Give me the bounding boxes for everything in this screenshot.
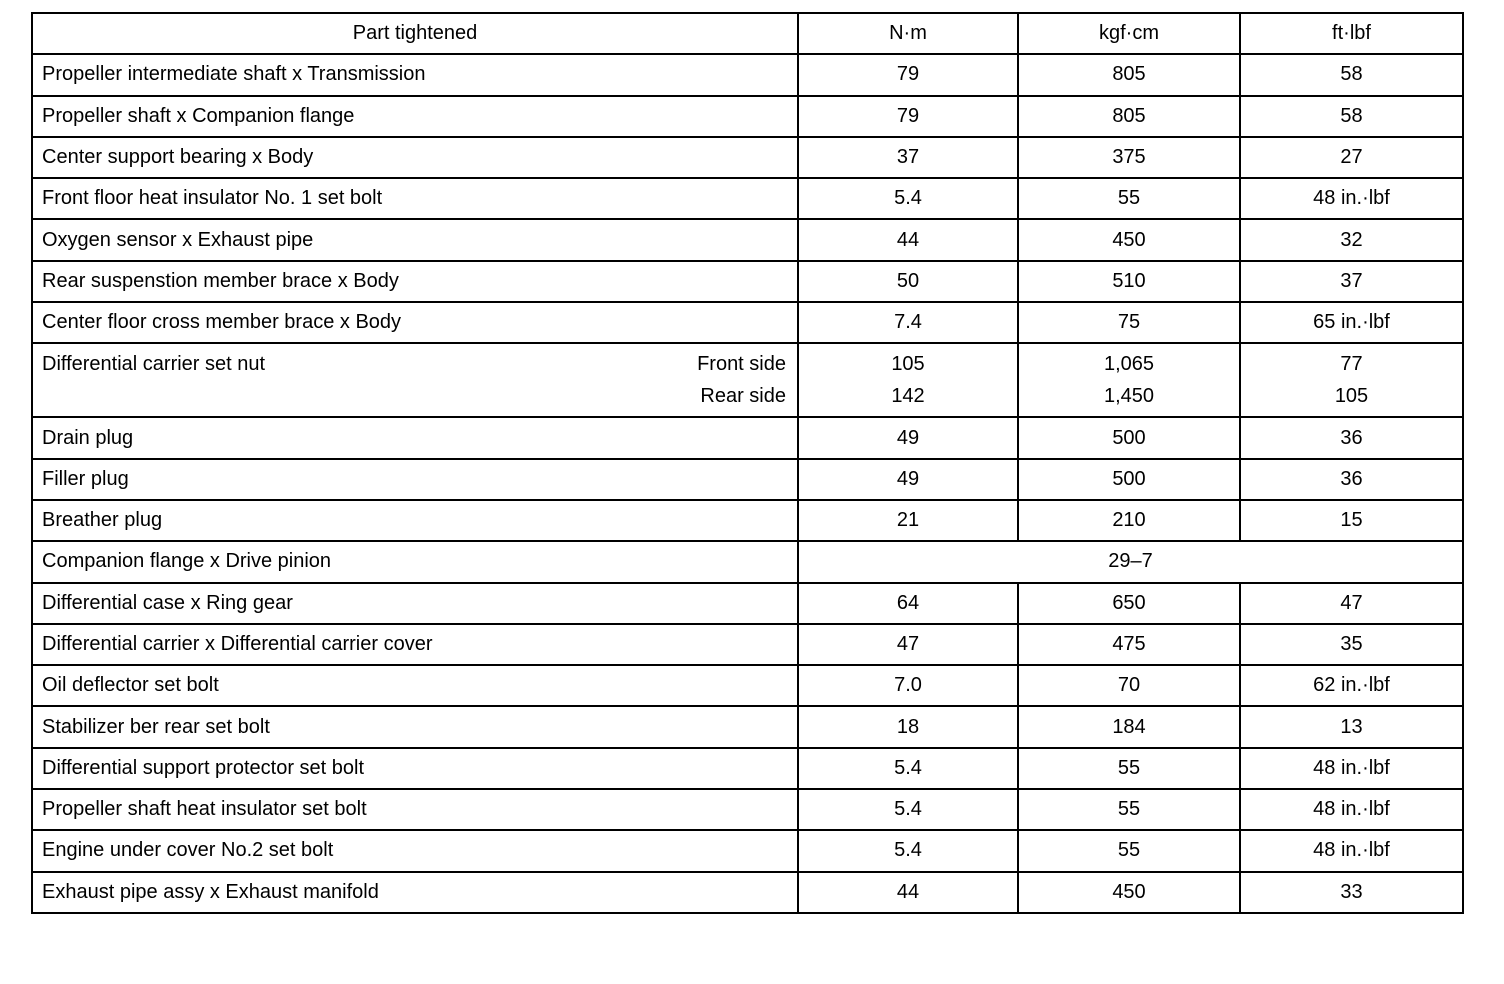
table-row [32, 137, 1463, 178]
ft-cell: 13 [1240, 706, 1463, 747]
kgf-cell: 55 [1018, 830, 1240, 871]
table-row [32, 706, 1463, 747]
nm-cell: 44 [798, 219, 1018, 260]
table-row [32, 178, 1463, 219]
ft-cell: 65 in.·lbf [1240, 302, 1463, 343]
nm-cell: 79 [798, 54, 1018, 95]
nm-cell [798, 343, 1018, 417]
nm-cell: 50 [798, 261, 1018, 302]
part-cell: Filler plug [32, 459, 798, 500]
table-row [32, 789, 1463, 830]
merged-value-cell: 29–7 [798, 541, 1463, 582]
nm-cell: 5.4 [798, 178, 1018, 219]
nm-cell: 5.4 [798, 789, 1018, 830]
ft-cell: 62 in.·lbf [1240, 665, 1463, 706]
table-row [32, 96, 1463, 137]
rear-side-label: Rear side [700, 385, 786, 408]
header-ft-lbf: ft·lbf [1240, 13, 1463, 54]
header-row [32, 13, 1463, 54]
kgf-cell: 805 [1018, 96, 1240, 137]
part-cell: Exhaust pipe assy x Exhaust manifold [32, 872, 798, 913]
kgf-cell: 510 [1018, 261, 1240, 302]
ft-cell: 15 [1240, 500, 1463, 541]
nm-cell: 49 [798, 459, 1018, 500]
part-cell: Stabilizer ber rear set bolt [32, 706, 798, 747]
table-row [32, 665, 1463, 706]
kgf-cell: 500 [1018, 459, 1240, 500]
part-cell: Oxygen sensor x Exhaust pipe [32, 219, 798, 260]
nm-cell: 79 [798, 96, 1018, 137]
table-row [32, 54, 1463, 95]
table-row-differential-carrier [32, 343, 1463, 417]
part-cell: Differential case x Ring gear [32, 583, 798, 624]
part-cell: Differential carrier x Differential carrier cover [32, 624, 798, 665]
nm-cell: 49 [798, 417, 1018, 458]
nm-cell: 18 [798, 706, 1018, 747]
kgf-cell: 650 [1018, 583, 1240, 624]
kgf-cell: 450 [1018, 872, 1240, 913]
ft-cell: 48 in.·lbf [1240, 789, 1463, 830]
ft-cell: 36 [1240, 459, 1463, 500]
table-row [32, 417, 1463, 458]
ft-cell: 58 [1240, 96, 1463, 137]
part-cell [32, 343, 798, 417]
front-ft: 77 [1340, 353, 1363, 376]
kgf-cell: 75 [1018, 302, 1240, 343]
ft-cell: 48 in.·lbf [1240, 748, 1463, 789]
part-cell: Oil deflector set bolt [32, 665, 798, 706]
part-cell: Engine under cover No.2 set bolt [32, 830, 798, 871]
nm-cell: 7.4 [798, 302, 1018, 343]
nm-cell: 47 [798, 624, 1018, 665]
part-cell: Propeller intermediate shaft x Transmission [32, 54, 798, 95]
nm-cell: 5.4 [798, 830, 1018, 871]
nm-cell: 37 [798, 137, 1018, 178]
table-row [32, 261, 1463, 302]
nm-cell: 64 [798, 583, 1018, 624]
nm-cell: 5.4 [798, 748, 1018, 789]
kgf-cell: 805 [1018, 54, 1240, 95]
table-row-companion-flange [32, 541, 1463, 582]
ft-cell: 33 [1240, 872, 1463, 913]
part-cell: Propeller shaft x Companion flange [32, 96, 798, 137]
table-row [32, 624, 1463, 665]
nm-cell: 7.0 [798, 665, 1018, 706]
part-cell: Center floor cross member brace x Body [32, 302, 798, 343]
table-row [32, 500, 1463, 541]
ft-cell: 36 [1240, 417, 1463, 458]
kgf-cell: 375 [1018, 137, 1240, 178]
header-part: Part tightened [32, 13, 798, 54]
ft-cell: 37 [1240, 261, 1463, 302]
part-cell: Drain plug [32, 417, 798, 458]
header-kgf-cm: kgf·cm [1018, 13, 1240, 54]
rear-ft: 105 [1334, 385, 1369, 408]
ft-cell: 48 in.·lbf [1240, 830, 1463, 871]
table-row [32, 459, 1463, 500]
ft-cell: 58 [1240, 54, 1463, 95]
kgf-cell: 500 [1018, 417, 1240, 458]
kgf-cell: 210 [1018, 500, 1240, 541]
table-row [32, 872, 1463, 913]
part-cell: Differential support protector set bolt [32, 748, 798, 789]
part-cell: Rear suspenstion member brace x Body [32, 261, 798, 302]
table-row [32, 748, 1463, 789]
ft-cell: 32 [1240, 219, 1463, 260]
part-cell: Propeller shaft heat insulator set bolt [32, 789, 798, 830]
part-cell: Front floor heat insulator No. 1 set bolt [32, 178, 798, 219]
front-nm: 105 [891, 353, 925, 376]
part-cell: Breather plug [32, 500, 798, 541]
kgf-cell: 55 [1018, 748, 1240, 789]
ft-cell [1240, 343, 1463, 417]
table-row [32, 830, 1463, 871]
part-cell: Companion flange x Drive pinion [32, 541, 798, 582]
ft-cell: 47 [1240, 583, 1463, 624]
kgf-cell: 450 [1018, 219, 1240, 260]
torque-spec-table [31, 12, 1464, 914]
ft-cell: 48 in.·lbf [1240, 178, 1463, 219]
kgf-cell: 184 [1018, 706, 1240, 747]
kgf-cell: 55 [1018, 789, 1240, 830]
table-row [32, 583, 1463, 624]
kgf-cell [1018, 343, 1240, 417]
nm-cell: 21 [798, 500, 1018, 541]
part-cell: Center support bearing x Body [32, 137, 798, 178]
kgf-cell: 55 [1018, 178, 1240, 219]
part-label: Differential carrier set nut [42, 353, 266, 376]
header-nm: N·m [798, 13, 1018, 54]
table-row [32, 219, 1463, 260]
nm-cell: 44 [798, 872, 1018, 913]
ft-cell: 35 [1240, 624, 1463, 665]
ft-cell: 27 [1240, 137, 1463, 178]
rear-nm: 142 [891, 385, 925, 408]
front-side-label: Front side [697, 353, 786, 376]
kgf-cell: 70 [1018, 665, 1240, 706]
table-row [32, 302, 1463, 343]
rear-kgf: 1,450 [1103, 385, 1155, 408]
front-kgf: 1,065 [1103, 353, 1155, 376]
kgf-cell: 475 [1018, 624, 1240, 665]
